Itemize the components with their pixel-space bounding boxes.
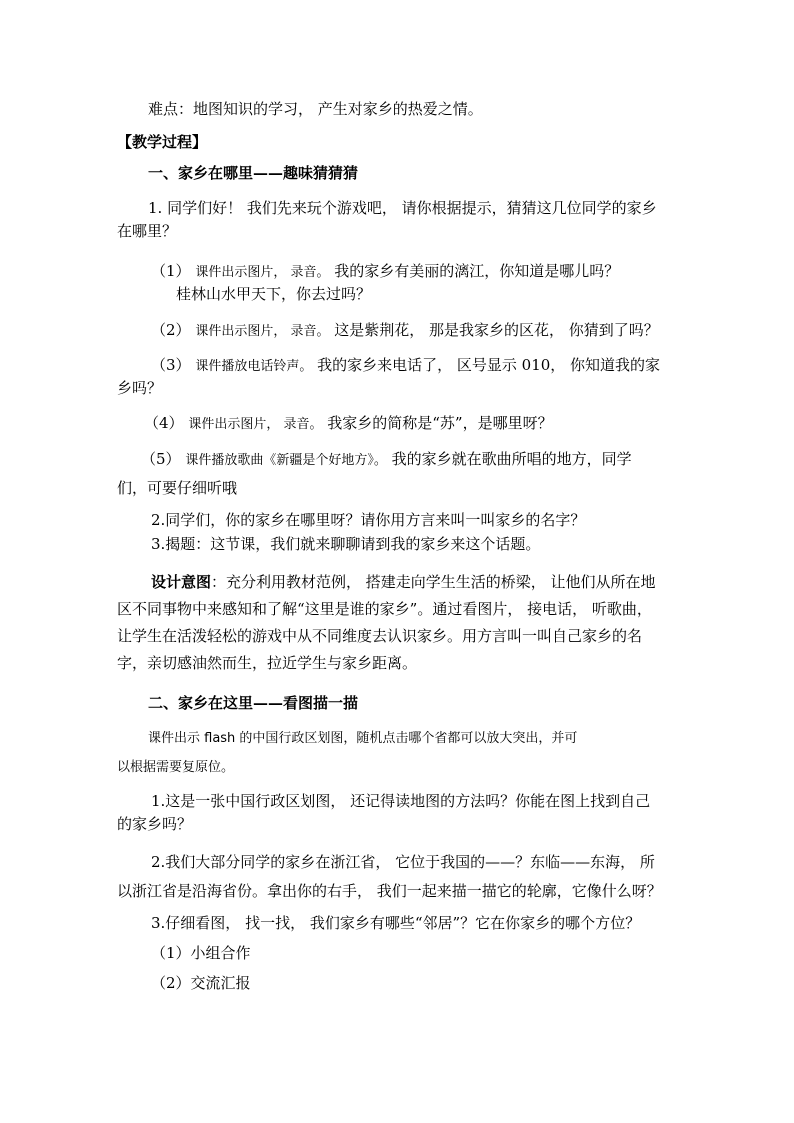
part2-sub1: （1）小组合作 [151,944,251,962]
item-action: 课件出示图片， 录音。 [195,324,330,339]
item-action: 课件出示图片， 录音。 [195,265,330,280]
item-action: 课件播放电话铃声。 [195,359,313,374]
item-text: 我的家乡就在歌曲所唱的地方，同学 [391,450,632,468]
difficulty-line: 难点：地图知识的学习， 产生对家乡的热爱之情。 [148,100,483,118]
item-text: 这是紫荆花， 那是我家乡的区花， 你猜到了吗？ [334,321,659,339]
item-text: 我家乡的简称是“苏”，是哪里呀？ [327,414,553,432]
part2-q2-line2: 以浙江省是沿海省份。拿出你的右手， 我们一起来描一描它的轮廓，它像什么呀？ [117,882,662,900]
item-number: （2） [151,321,191,339]
design-intent-line2: 区不同事物中来感知和了解“这里是谁的家乡”。通过看图片， 接电话， 听歌曲， [117,600,652,618]
part2-sub2: （2）交流汇报 [151,974,251,992]
item-action: 课件播放歌曲《新疆是个好地方》。 [185,453,387,468]
item-number: （1） [151,262,191,280]
part2-q1-line1: 1.这是一张中国行政区划图， 还记得读地图的方法吗？你能在图上找到自己 [151,792,651,810]
part2-q2-line1: 2.我们大部分同学的家乡在浙江省， 它位于我国的——？东临——东海， 所 [151,853,655,871]
list-item [144,412,553,436]
part2-intro-line2: 以根据需要复原位。 [117,760,235,775]
section-header: 【教学过程】 [117,133,208,151]
part1-q1-line2: 在哪里？ [117,222,178,240]
design-intent-line4: 字，亲切感油然而生，拉近学生与家乡距离。 [117,654,418,672]
item-text: 我的家乡来电话了， 区号显示 010， 你知道我的家 [317,356,661,374]
item-number: （3） [151,356,191,374]
part1-q3: 3.揭题：这节课，我们就来聊聊请到我的家乡来这个话题。 [151,535,541,553]
item-text: 我的家乡有美丽的漓江，你知道是哪儿吗？ [334,262,620,280]
list-item [151,319,659,343]
part2-q1-line2: 的家乡吗？ [117,815,193,833]
list-item [151,260,619,284]
part1-q2: 2.同学们，你的家乡在哪里呀？请你用方言来叫一叫家乡的名字？ [151,511,586,529]
item-number: （4） [144,414,184,432]
list-item [151,354,660,378]
item-text-continued: 乡吗？ [117,379,163,397]
part2-title: 二、家乡在这里——看图描一描 [148,694,359,712]
item-text-continued: 们，可要仔细听哦 [117,479,238,497]
item-action: 课件出示图片， 录音。 [188,417,323,432]
design-intent-text: ：充分利用教材范例， 搭建走向学生生活的桥梁， 让他们从所在地 [211,573,656,591]
part1-title: 一、家乡在哪里——趣味猜猜猜 [148,164,359,182]
design-intent-line1 [151,571,656,593]
design-intent-line3: 让学生在活泼轻松的游戏中从不同维度去认识家乡。用方言叫一叫自己家乡的名 [117,627,643,645]
design-intent-label: 设计意图 [151,573,212,591]
item-text-continued: 桂林山水甲天下，你去过吗？ [176,285,372,303]
part1-q1-line1: 1. 同学们好！ 我们先来玩个游戏吧， 请你根据提示，猜猜这几位同学的家乡 [148,199,657,217]
part2-intro-line1: 课件出示 flash 的中国行政区划图，随机点击哪个省都可以放大突出，并可 [148,731,578,746]
list-item [141,448,632,472]
item-number: （5） [141,450,181,468]
part2-q3: 3.仔细看图， 找一找， 我们家乡有哪些“邻居”？它在你家乡的哪个方位？ [151,914,641,932]
